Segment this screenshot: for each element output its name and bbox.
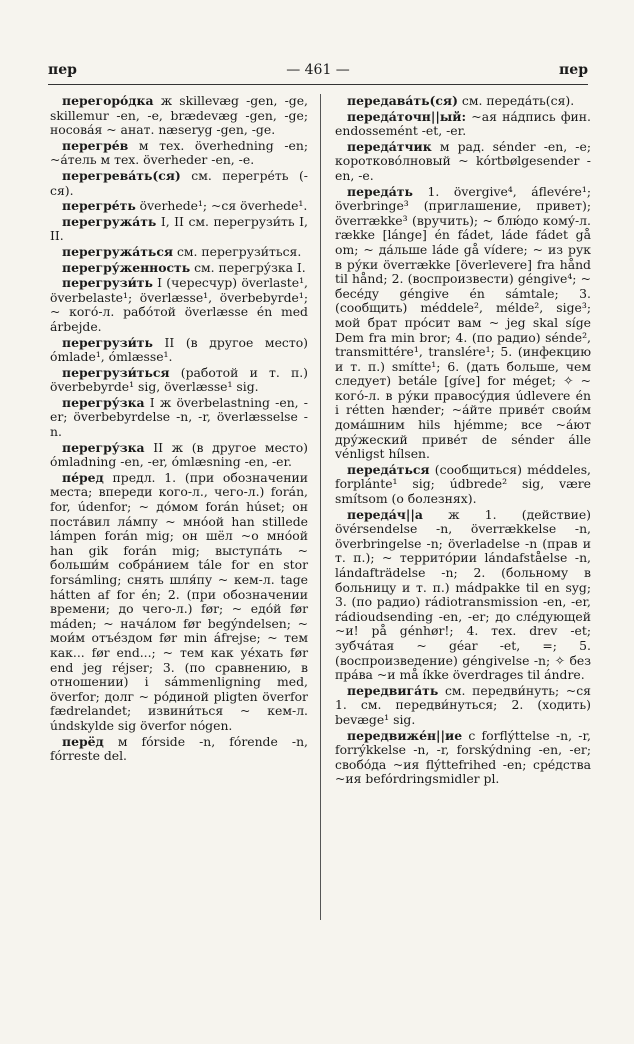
entry-headword: перегрузи́ться <box>62 364 170 380</box>
entry-definition: м тех. överhedning -en; ~а́тель м тех. överheder -en, -e. <box>50 137 308 168</box>
page-number: — 461 — <box>286 62 350 78</box>
entry-definition: I (чересчур) överlaste¹, överbelaste¹; överlæsse¹, överbebyrde¹; ~ кого́-л. рабо́той överlæsse én med árbejde. <box>50 275 308 334</box>
dictionary-entry <box>50 169 308 198</box>
dictionary-entry <box>50 261 308 276</box>
entry-definition: см. перегре́ть (-ся). <box>50 167 308 198</box>
left-column <box>50 94 308 765</box>
left-guide-word: пер <box>48 62 77 78</box>
entry-headword: переда́ться <box>347 461 430 477</box>
entry-definition: предл. 1. (при обозначении места; впереди кого-л., чего-л.) forán, for, údenfor; ~ до́мом forán húset; он поста́вил ла́мпу ~ мно́ой han stillede lámpen forán mig; он шёл ~о мно́ой han gik forán mig; выступа́ть ~ больши́м собра́нием tále for en stor forsámling; снять шля́пу ~ кем-л. tage hátten af for én; 2. (при обозначении времени; до чего-л.) før; ~ едо́й før máden; ~ нача́лом før begýndelsen; ~ мои́м отъе́здом før min áfrejse; ~ тем как... før end...; ~ тем как уе́хать før end jeg réjser; 3. (по сравнению, в отношении) i sámmenligning med, överfor; долг ~ ро́диной pligten överfor fædrelandet; извини́ться ~ кем-л. úndskylde sig överfor nógen. <box>50 469 308 733</box>
entry-definition: см. переда́ть(ся). <box>457 93 575 108</box>
entry-headword: перегрузи́ть <box>62 334 153 350</box>
entry-definition: 1. övergive⁴, áflevére¹; överbringe³ (приглашение, привет); överrække³ (вручить); ~ блю́до кому́-л. række [lánge] én fádet, láde fádet gå om; ~ да́льше láde gå vídere; ~ из рук в ру́ки överrække [överlevere] fra hånd til hånd; 2. (воспроизвести) géngive⁴; ~ бесе́ду géngive én sámtale; 3. (сообщить) méddele², mélde², sige³; мой брат про́сит вам ~ jeg skal síge Dem fra min bror; 4. (по радио) sénde², transmittére¹, translére¹; 5. (инфекцию и т. п.) smítte¹; 6. (дать больше, чем следует) betále [gíve] for méget; ✧ ~ кого́-л. в ру́ки правосу́дия údlevere én i rétten hænder; ~а́йте приве́т свои́м дома́шним hils hjémme; все ~а́ют дру́жеский приве́т de sénder álle vénligst hílsen. <box>335 183 591 462</box>
entry-headword: перегружа́ться <box>62 243 174 259</box>
entry-headword: передвига́ть <box>347 682 439 698</box>
dictionary-entry <box>50 139 308 168</box>
page-header <box>48 62 588 85</box>
dictionary-entry <box>335 185 591 462</box>
right-column <box>335 94 591 788</box>
entry-headword: передава́ть(ся) <box>347 93 458 108</box>
entry-definition: I ж överbelastning -en, -er; överbebyrdelse -n, -r, överlæsselse -n. <box>50 394 308 440</box>
dictionary-entry <box>50 471 308 734</box>
dictionary-entry <box>335 94 591 109</box>
entry-definition: (работой и т. п.) överbebyrde¹ sig, överlæsse¹ sig. <box>50 364 308 395</box>
dictionary-entry <box>50 276 308 334</box>
entry-definition: м рад. sénder -en, -e; коротково́лновый ~ kórtbølgesender -en, -e. <box>335 138 591 183</box>
dictionary-entry <box>50 199 308 214</box>
entry-definition: см. перегру́зка I. <box>190 259 306 275</box>
entry-definition: ж skillevæg -gen, -ge, skillemur -en, -e, brædevæg -gen, -ge; носова́я ~ анат. næseryg -gen, -ge. <box>50 93 308 138</box>
entry-headword: перегру́зка <box>62 439 145 455</box>
entry-headword: переда́ч||а <box>347 506 423 522</box>
dictionary-entry <box>50 735 308 764</box>
dictionary-entry <box>335 684 591 728</box>
dictionary-entry <box>50 396 308 440</box>
entry-headword: переда́точн||ый: <box>347 108 467 124</box>
entry-headword: перегрева́ть(ся) <box>62 167 181 183</box>
entry-definition: ж 1. (действие) övérsendelse -n, överrækkelse -n, överbringelse -n; överladelse -n (прав и т. п.); ~ террито́рии lándafståelse -n, lándafträdelse -n; 2. (больному в больницу и т. п.) mádpakke til en syg; 3. (по радио) rádiotransmission -en, -er, rádioudsending -en, -er; до сле́дующей ~и! på génhør!; 4. тех. drev -et; зубча́тая ~ géar -et, =; 5. (воспроизведение) géngivelse -n; ✧ без пра́ва ~и må íkke överdrages til ándre. <box>335 506 591 683</box>
entry-definition: överhede¹; ~ся överhede¹. <box>135 198 308 214</box>
dictionary-entry <box>335 140 591 184</box>
column-divider <box>320 94 321 920</box>
entry-headword: пе́ред <box>62 469 104 485</box>
entry-headword: переда́ть <box>347 183 413 199</box>
dictionary-entry <box>50 366 308 395</box>
entry-definition: II (в другое место) ómlade¹, ómlæsse¹. <box>50 334 308 365</box>
entry-headword: перегоро́дка <box>62 93 154 108</box>
entry-headword: перегружа́ть <box>62 213 157 229</box>
entry-definition: (сообщиться) méddeles, forplánte¹ sig; údbrede² sig, være smítsom (о болезнях). <box>335 461 591 507</box>
right-guide-word: пер <box>559 62 588 78</box>
dictionary-entry <box>335 463 591 507</box>
entry-definition: с forflýttelse -n, -r, forrýkkelse -n, -r, forskýdning -en, -er; свобо́да ~ия flýttefrihed -en; сре́дства ~ия befórdringsmidler pl. <box>335 727 591 787</box>
dictionary-entry <box>50 336 308 365</box>
entry-headword: перегре́в <box>62 137 129 153</box>
entry-headword: перегре́ть <box>62 198 136 214</box>
dictionary-entry <box>335 110 591 139</box>
dictionary-entry <box>335 729 591 787</box>
dictionary-entry <box>335 508 591 683</box>
entry-headword: перегру́женность <box>62 259 191 275</box>
dictionary-entry <box>50 94 308 138</box>
entry-headword: передвиже́н||ие <box>347 727 463 743</box>
entry-definition: I, II см. перегрузи́ть I, II. <box>50 213 308 244</box>
entry-definition: см. перегрузи́ться. <box>173 243 302 259</box>
dictionary-entry <box>50 441 308 470</box>
entry-definition: см. передви́нуть; ~ся 1. см. передви́нуться; 2. (ходить) bevæge¹ sig. <box>335 682 591 727</box>
dictionary-entry <box>50 245 308 260</box>
entry-headword: перегру́зка <box>62 394 145 410</box>
dictionary-entry <box>50 215 308 244</box>
entry-definition: II ж (в другое место) ómladning -en, -er, ómlæsning -en, -er. <box>50 439 308 470</box>
entry-headword: перёд <box>62 733 104 749</box>
entry-headword: переда́тчик <box>347 138 432 154</box>
entry-definition: м fórside -n, fórende -n, fórreste del. <box>50 733 308 764</box>
entry-definition: ~ая на́дпись фин. endossemént -et, -er. <box>335 108 591 139</box>
entry-headword: перегрузи́ть <box>62 275 153 291</box>
